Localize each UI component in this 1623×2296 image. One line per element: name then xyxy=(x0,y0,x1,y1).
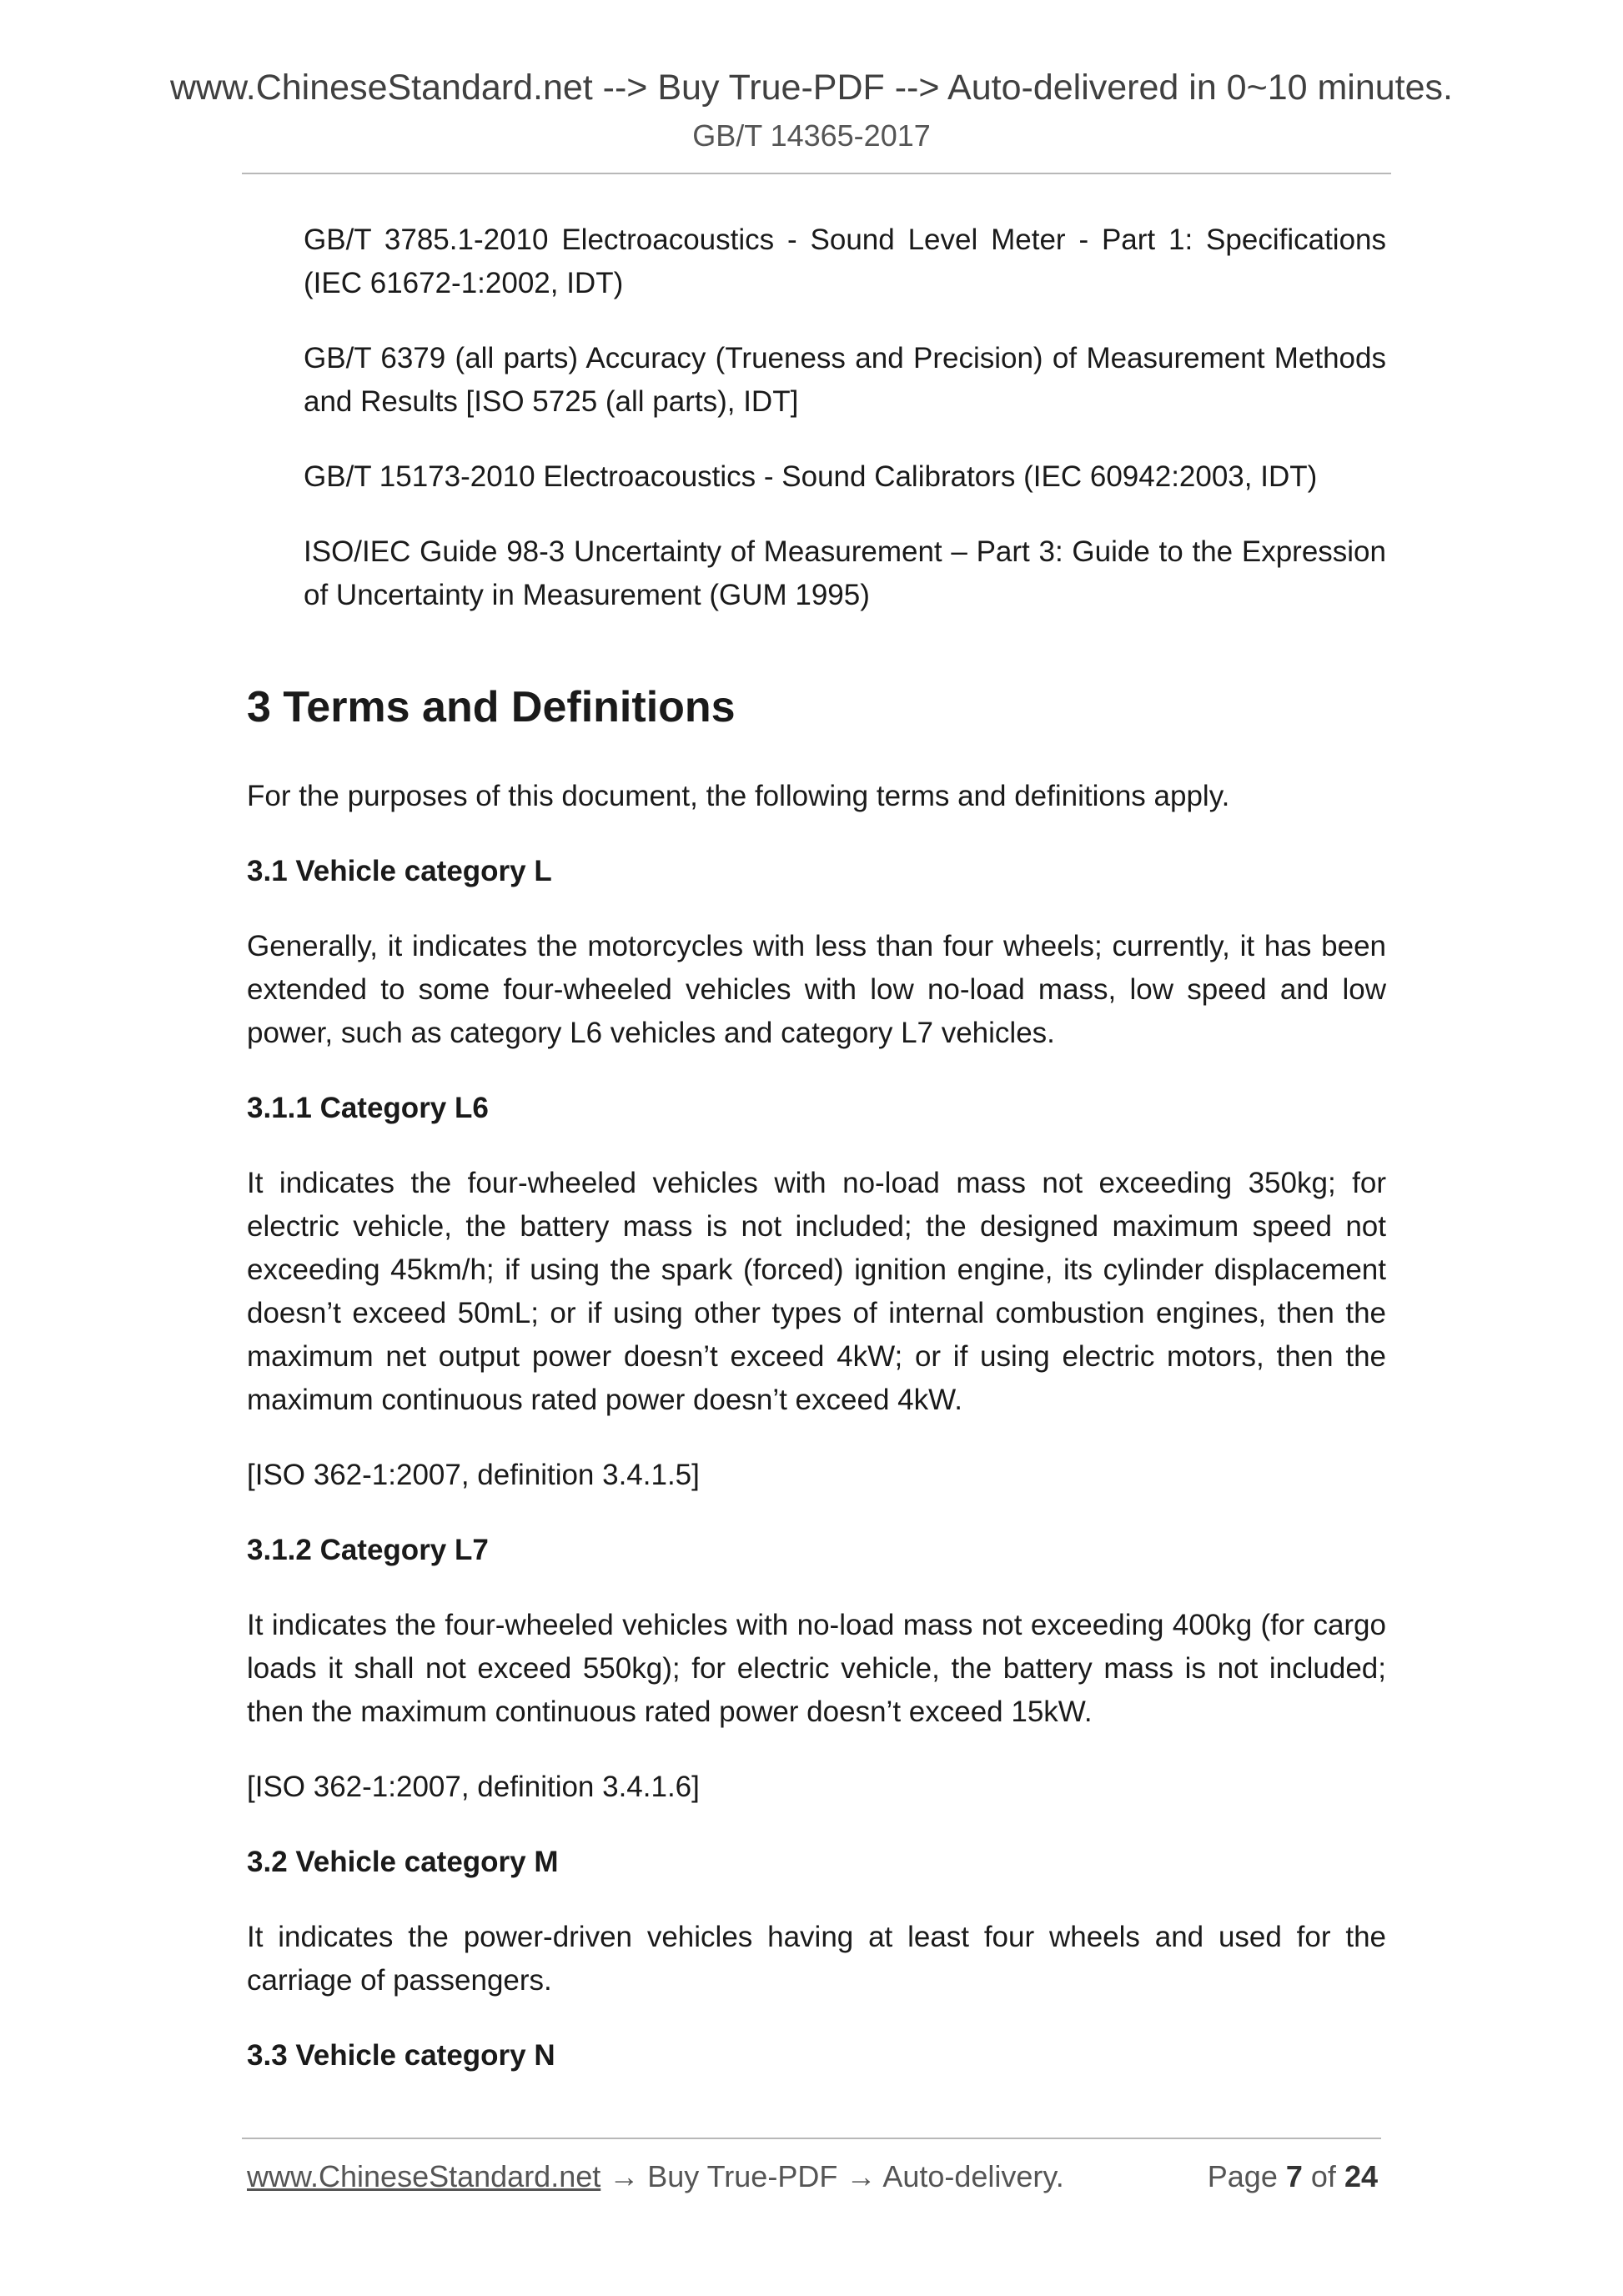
footer-divider xyxy=(242,2138,1381,2139)
reference-item: ISO/IEC Guide 98-3 Uncertainty of Measurement – Part 3: Guide to the Expression of Uncertainty in Measurement (GUM 1995) xyxy=(304,535,1386,611)
section-title: 3 Terms and Definitions xyxy=(247,683,736,731)
footer-promo xyxy=(247,2157,1064,2197)
term-heading-3-3: 3.3 Vehicle category N xyxy=(247,2039,555,2072)
page-indicator xyxy=(1208,2157,1378,2197)
reference-item: GB/T 15173-2010 Electroacoustics - Sound Calibrators (IEC 60942:2003, IDT) xyxy=(304,460,1318,493)
term-source-3-1-1: [ISO 362-1:2007, definition 3.4.1.5] xyxy=(247,1459,700,1491)
reference-item: GB/T 3785.1-2010 Electroacoustics - Sound Level Meter - Part 1: Specifications (IEC 61672-1:2002, IDT) xyxy=(304,224,1386,299)
term-heading-3-2: 3.2 Vehicle category M xyxy=(247,1846,559,1878)
document-body xyxy=(247,219,1386,2109)
term-body-3-2: It indicates the power-driven vehicles having at least four wheels and used for the carriage of passengers. xyxy=(247,1921,1386,1997)
term-heading-3-1-1: 3.1.1 Category L6 xyxy=(247,1092,489,1124)
section-intro: For the purposes of this document, the following terms and definitions apply. xyxy=(247,780,1230,812)
header-divider xyxy=(242,173,1391,174)
standard-code: GB/T 14365-2017 xyxy=(692,118,931,153)
term-source-3-1-2: [ISO 362-1:2007, definition 3.4.1.6] xyxy=(247,1771,700,1803)
header-banner: www.ChineseStandard.net --> Buy True-PDF --> Auto-delivered in 0~10 minutes. xyxy=(169,68,1453,108)
page-total: 24 xyxy=(1344,2159,1378,2193)
footer-delivery-text: → Buy True-PDF → Auto-delivery. xyxy=(600,2159,1064,2193)
term-body-3-1: Generally, it indicates the motorcycles with less than four wheels; currently, it has been extended to some four-wheeled vehicles with low no-load mass, low speed and low power, such as category L6 vehicles and category L7 vehicles. xyxy=(247,930,1386,1049)
reference-item: GB/T 6379 (all parts) Accuracy (Trueness and Precision) of Measurement Methods and Results [ISO 5725 (all parts), IDT] xyxy=(304,342,1386,418)
term-heading-3-1: 3.1 Vehicle category L xyxy=(247,855,552,887)
page-number: 7 xyxy=(1285,2159,1303,2193)
footer-site-link[interactable]: www.ChineseStandard.net xyxy=(247,2159,601,2193)
term-body-3-1-1: It indicates the four-wheeled vehicles with no-load mass not exceeding 350kg; for electric vehicle, the battery mass is not included; the designed maximum speed not exceeding 45km/h; if using the spark (forced) ignition engine, its cylinder displacement doesn’t exceed 50mL; or if using other types of internal combustion engines, then the maximum net output power doesn’t exceed 4kW; or if using electric motors, then the maximum continuous rated power doesn’t exceed 4kW. xyxy=(247,1167,1386,1416)
page-label: Page xyxy=(1207,2159,1278,2193)
term-body-3-1-2: It indicates the four-wheeled vehicles with no-load mass not exceeding 400kg (for cargo loads it shall not exceed 550kg); for electric vehicle, the battery mass is not included; then the maximum continuous rated power doesn’t exceed 15kW. xyxy=(247,1609,1386,1728)
normative-references-list xyxy=(304,219,1386,617)
of-label: of xyxy=(1310,2159,1336,2193)
term-heading-3-1-2: 3.1.2 Category L7 xyxy=(247,1534,489,1566)
